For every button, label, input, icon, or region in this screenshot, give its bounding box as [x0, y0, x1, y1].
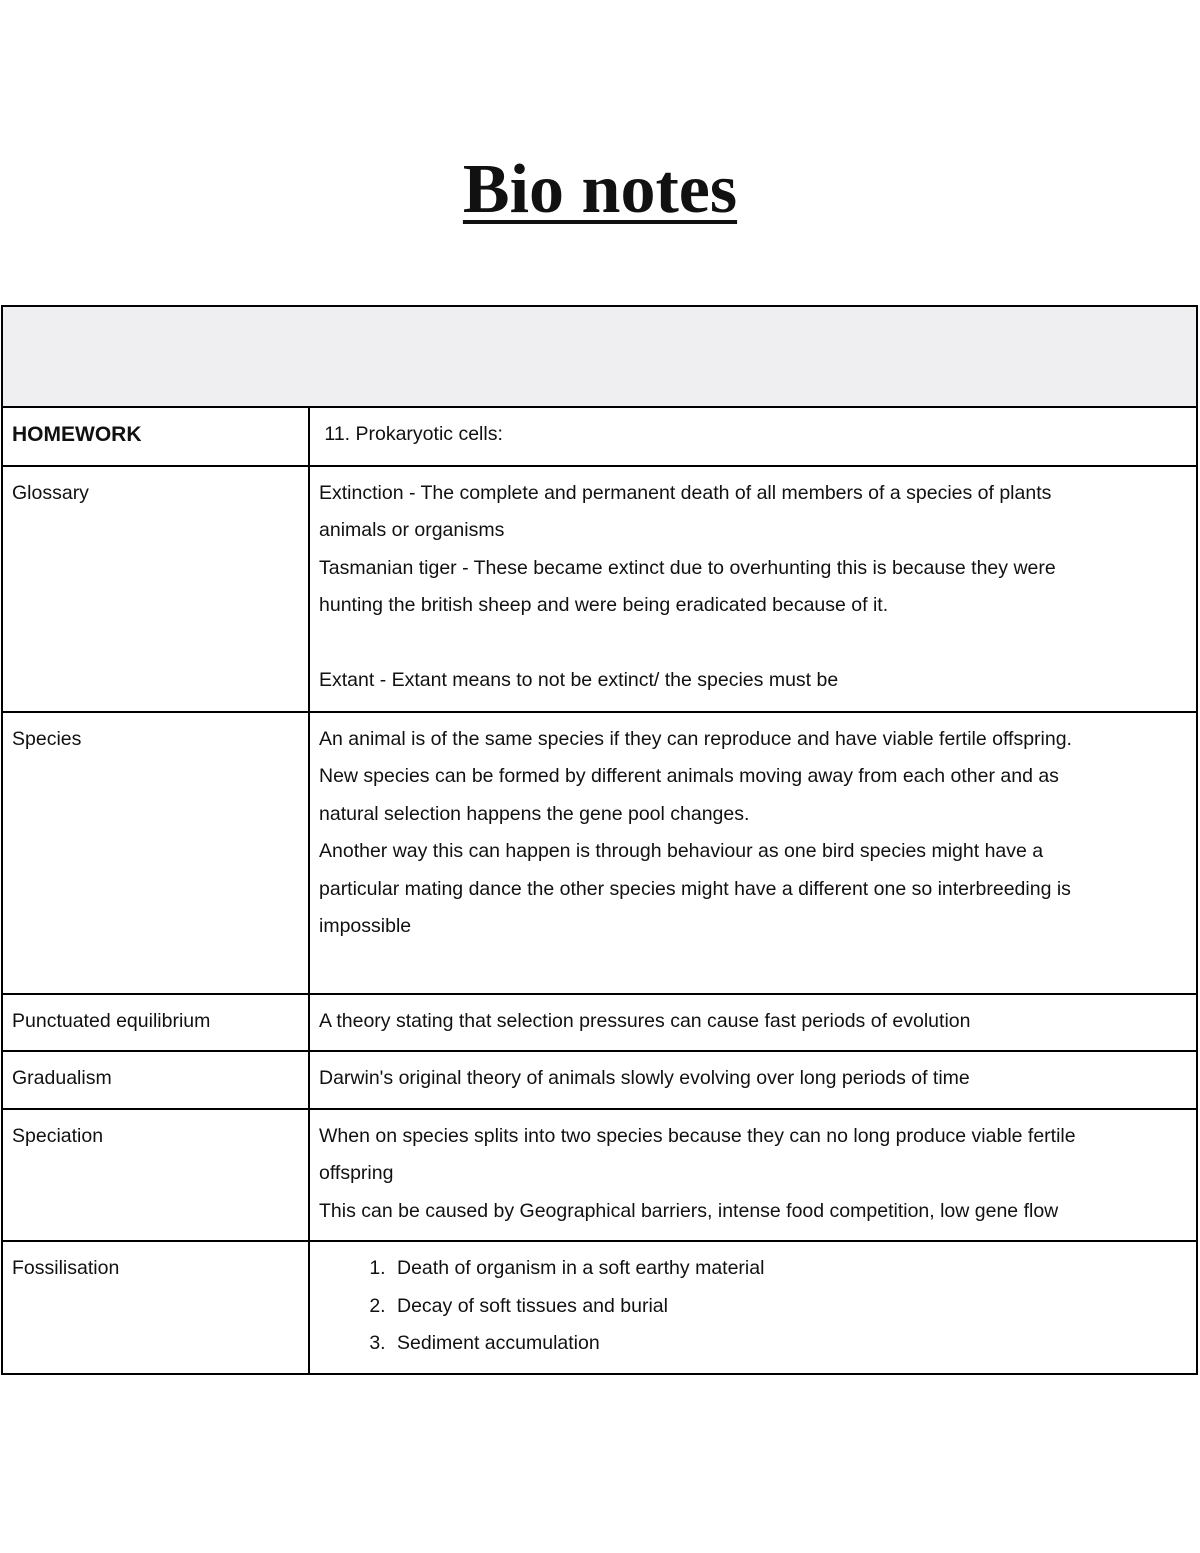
- speciation-line: When on species splits into two species because they can no long produce viable fertile: [319, 1124, 1076, 1147]
- list-item: 2. Decay of soft tissues and burial: [391, 1288, 1187, 1326]
- page-title: Bio notes: [462, 151, 738, 228]
- notes-table: [1, 305, 1198, 1375]
- definition-cell: [309, 407, 1197, 466]
- glossary-line: Tasmanian tiger - These became extinct due to overhunting this is because they were: [319, 556, 1056, 579]
- term-cell: [2, 407, 309, 466]
- species-line: natural selection happens the gene pool changes.: [319, 802, 750, 825]
- table-row-speciation: [2, 1109, 1197, 1242]
- definition-cell: [309, 466, 1197, 712]
- definition-cell: [309, 1051, 1197, 1109]
- speciation-label: Speciation: [12, 1124, 104, 1147]
- species-line: particular mating dance the other species might have a different one so interbreeding is: [319, 877, 1071, 900]
- homework-value: 11. Prokaryotic cells:: [319, 423, 503, 445]
- table-row-species: [2, 712, 1197, 994]
- glossary-label: Glossary: [12, 481, 89, 504]
- homework-label: HOMEWORK: [12, 423, 142, 446]
- shaded-header-cell: [2, 306, 1197, 407]
- definition-cell: [309, 712, 1197, 994]
- fossilisation-steps-list: [319, 1250, 1187, 1363]
- term-cell: [2, 712, 309, 994]
- glossary-line: Extinction - The complete and permanent death of all members of a species of plants: [319, 481, 1052, 504]
- gradualism-value: Darwin's original theory of animals slowly evolving over long periods of time: [319, 1067, 970, 1089]
- punctuated-label: Punctuated equilibrium: [12, 1009, 211, 1032]
- glossary-line: [319, 625, 1187, 663]
- table-row-fossilisation: [2, 1241, 1197, 1374]
- table-header-row: [2, 306, 1197, 407]
- glossary-line: hunting the british sheep and were being eradicated because of it.: [319, 594, 889, 616]
- term-cell: [2, 1241, 309, 1374]
- table-row-punctuated-equilibrium: [2, 994, 1197, 1052]
- list-item: 1. Death of organism in a soft earthy material: [391, 1250, 1187, 1288]
- definition-cell: [309, 1109, 1197, 1242]
- definition-cell: [309, 1241, 1197, 1374]
- speciation-line: This can be caused by Geographical barriers, intense food competition, low gene flow: [319, 1199, 1059, 1222]
- list-item: 3. Sediment accumulation: [391, 1325, 1187, 1363]
- fossilisation-label: Fossilisation: [12, 1257, 120, 1279]
- definition-cell: [309, 994, 1197, 1052]
- table-row-glossary: [2, 466, 1197, 712]
- species-line: An animal is of the same species if they can reproduce and have viable fertile offspring.: [319, 727, 1072, 750]
- table-row-gradualism: [2, 1051, 1197, 1109]
- speciation-line: offspring: [319, 1162, 394, 1184]
- table-row-homework: [2, 407, 1197, 466]
- species-label: Species: [12, 727, 82, 750]
- punctuated-value: A theory stating that selection pressures can cause fast periods of evolution: [319, 1009, 971, 1032]
- species-line: New species can be formed by different animals moving away from each other and as: [319, 765, 1059, 787]
- term-cell: [2, 1051, 309, 1109]
- species-line: impossible: [319, 915, 412, 937]
- gradualism-label: Gradualism: [12, 1067, 112, 1089]
- species-line: Another way this can happen is through behaviour as one bird species might have a: [319, 840, 1044, 862]
- glossary-line: Extant - Extant means to not be extinct/ the species must be: [319, 669, 839, 691]
- glossary-line: animals or organisms: [319, 519, 505, 541]
- term-cell: [2, 466, 309, 712]
- term-cell: [2, 994, 309, 1052]
- term-cell: [2, 1109, 309, 1242]
